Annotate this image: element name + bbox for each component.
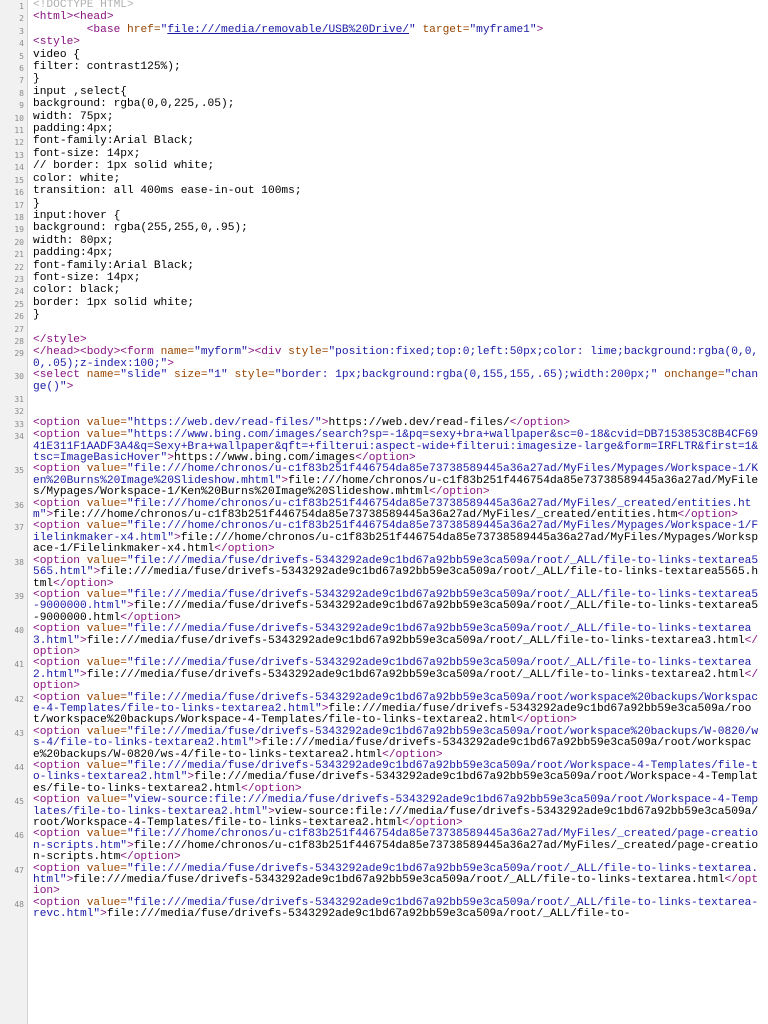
- code-token: <base: [86, 23, 128, 36]
- source-line: [0, 112, 768, 124]
- line-number: 39: [14, 591, 24, 601]
- code-token: input ,select{: [33, 85, 127, 98]
- code-token: padding:4px;: [33, 247, 114, 260]
- code-token: file:///home/chronos/u-c1f83b251f446754da85e73738589445a36a27ad/MyFiles/_created/page-creation-scripts.htm: [33, 839, 759, 864]
- code-token: </option>: [53, 577, 114, 590]
- source-line: [0, 393, 768, 405]
- line-code: [27, 556, 768, 590]
- line-code: [27, 99, 768, 110]
- code-token: font-size: 14px;: [33, 271, 141, 284]
- code-token: <html><head>: [33, 11, 114, 24]
- code-token: >: [174, 531, 181, 544]
- code-token: >: [187, 771, 195, 784]
- line-code: [27, 430, 768, 464]
- code-token: file:///home/chronos/u-c1f83b251f446754da85e73738589445a36a27ad/MyFiles/_created/entities.htm: [53, 509, 678, 522]
- code-token: <option: [33, 588, 87, 601]
- source-line: [0, 521, 768, 555]
- code-token: >: [93, 566, 101, 579]
- line-code: [27, 199, 768, 210]
- code-token: file:///media/fuse/drivefs-5343292ade9c1bd67a92bb59e3ca509a/root/_ALL/file-to-links-textarea2.html: [86, 668, 745, 681]
- code-token: value=: [86, 896, 128, 909]
- line-code: [27, 347, 768, 370]
- code-token: <select: [33, 369, 87, 382]
- code-token: color: white;: [33, 172, 121, 185]
- code-token: https://web.dev/read-files/: [328, 416, 510, 429]
- code-token: </option>: [516, 714, 577, 727]
- line-number: 3: [19, 26, 24, 36]
- code-token: >: [80, 668, 87, 681]
- code-token: </option>: [677, 509, 738, 522]
- line-number: 38: [14, 557, 24, 567]
- code-token: "file:///media/fuse/drivefs-5343292ade9c1bd67a92bb59e3ca509a/root/_ALL/file-to-links-textarea-revc.html": [33, 896, 759, 921]
- code-token: ><div: [247, 346, 289, 359]
- source-line: [0, 370, 768, 393]
- code-token: </style>: [33, 333, 87, 346]
- line-code: [27, 370, 768, 393]
- code-token: value=: [86, 416, 128, 429]
- line-code: [27, 393, 768, 404]
- code-token: file:///media/fuse/drivefs-5343292ade9c1bd67a92bb59e3ca509a/root/_ALL/file-to-links-textarea.html: [73, 874, 725, 887]
- line-code: [27, 521, 768, 555]
- code-token: transition: all 400ms ease-in-out 100ms;: [33, 185, 302, 198]
- code-token: file:///media/fuse/drivefs-5343292ade9c1bd67a92bb59e3ca509a/root/_ALL/file-to-: [106, 908, 631, 921]
- line-number: 18: [14, 212, 24, 222]
- code-token: color: black;: [33, 284, 121, 297]
- line-number: 47: [14, 865, 24, 875]
- line-number: 5: [19, 51, 24, 61]
- code-token: "file:///media/fuse/drivefs-5343292ade9c1bd67a92bb59e3ca509a/root/_ALL/file-to-links-textarea.html": [33, 862, 759, 887]
- line-code: [27, 405, 768, 416]
- code-token: <option: [33, 497, 87, 510]
- code-token: }: [33, 197, 40, 210]
- code-token: </option>: [33, 634, 759, 658]
- code-token: name=: [86, 369, 121, 382]
- code-token: </option>: [120, 851, 181, 864]
- code-token: view-source:file:///media/fuse/drivefs-5343292ade9c1bd67a92bb59e3ca509a/root/Workspace-4-Templates/file-to-links-textarea2.html: [33, 805, 759, 830]
- line-number: 24: [14, 287, 24, 297]
- code-token: </option>: [241, 782, 302, 795]
- code-token: >: [167, 357, 174, 370]
- code-token: value=: [86, 760, 128, 772]
- line-code: [27, 261, 768, 272]
- code-token: font-family:Arial Black;: [33, 135, 195, 148]
- code-token: <option: [33, 554, 87, 567]
- line-code: [27, 898, 768, 921]
- line-number: 1: [19, 2, 24, 11]
- line-code: [27, 0, 768, 11]
- source-line: [0, 898, 768, 921]
- source-line: [0, 761, 768, 795]
- code-token: input:hover {: [33, 209, 121, 222]
- code-token: >: [167, 452, 174, 465]
- line-number: 10: [14, 113, 24, 123]
- code-token: file:///media/fuse/drivefs-5343292ade9c1bd67a92bb59e3ca509a/root/Workspace-4-Templates/file-to-links-textarea2.html: [33, 771, 759, 795]
- line-code: [27, 223, 768, 234]
- code-token: font-size: 14px;: [33, 147, 141, 160]
- line-code: [27, 124, 768, 135]
- line-number: 33: [14, 419, 24, 429]
- code-token: filter: contrast125%);: [33, 61, 181, 74]
- code-token: file:///media/fuse/drivefs-5343292ade9c1bd67a92bb59e3ca509a/root/workspace%20backups/W-0820/ws-4/file-to-links-textarea2.html: [33, 737, 752, 761]
- line-code: [27, 499, 768, 522]
- code-token: </head><body><form: [33, 346, 161, 359]
- source-line: [0, 223, 768, 235]
- line-number: 2: [19, 14, 24, 24]
- code-token: value=: [86, 794, 128, 807]
- code-token: width: 75px;: [33, 110, 114, 123]
- code-token: <option: [33, 463, 87, 476]
- code-token: width: 80px;: [33, 234, 114, 247]
- code-token: "myframe1": [469, 23, 537, 36]
- code-token: >: [66, 874, 74, 887]
- line-number: 35: [14, 466, 24, 476]
- code-token: "position:fixed;top:0;left:50px;color: lime;background:rgba(0,0,0,.05);z-index:100;": [33, 346, 759, 370]
- code-token: value=: [86, 520, 128, 533]
- line-number: 26: [14, 312, 24, 322]
- code-token: value=: [86, 862, 128, 875]
- line-number: 22: [14, 262, 24, 272]
- line-number: 28: [14, 336, 24, 346]
- code-token: >: [536, 23, 544, 36]
- source-line: [0, 99, 768, 111]
- code-token: "https://web.dev/read-files/": [127, 416, 322, 429]
- code-token: "file:///media/fuse/drivefs-5343292ade9c1bd67a92bb59e3ca509a/root/_ALL/file-to-links-textarea3.html": [33, 623, 752, 647]
- line-number: 11: [14, 126, 24, 136]
- source-line: [0, 310, 768, 322]
- code-token: "change()": [33, 369, 759, 393]
- code-token: "file:///home/chronos/u-c1f83b251f446754da85e73738589445a36a27ad/MyFiles/Mypages/Workspace-1/Ken%20Burns%20Image%20Slideshow.mhtml": [33, 463, 759, 487]
- code-token: <option: [33, 896, 87, 909]
- code-token: <option: [33, 520, 87, 533]
- line-code: [27, 112, 768, 123]
- code-token: file:///media/fuse/drivefs-5343292ade9c1bd67a92bb59e3ca509a/root/workspace%20backups/Workspace-4-Templates/file-to-links-textarea2.html: [33, 702, 752, 727]
- line-number: 14: [14, 163, 24, 173]
- line-code: [27, 829, 768, 863]
- code-token: <style>: [33, 36, 80, 49]
- line-code: [27, 211, 768, 222]
- line-code: [27, 37, 768, 48]
- source-line: [0, 62, 768, 74]
- code-token: href=: [127, 23, 161, 36]
- source-line: [0, 499, 768, 522]
- line-code: [27, 248, 768, 259]
- line-number: 6: [19, 64, 24, 74]
- line-code: [27, 62, 768, 73]
- line-code: [27, 273, 768, 284]
- code-token: <option: [33, 862, 87, 875]
- code-token: <option: [33, 760, 87, 772]
- code-token: >: [321, 416, 329, 429]
- code-token: "border: 1px;background:rgba(0,155,155,.65);width:200px;": [274, 369, 658, 382]
- code-token: </option>: [355, 452, 416, 465]
- source-line: [0, 37, 768, 49]
- code-token: "file:///media/fuse/drivefs-5343292ade9c1bd67a92bb59e3ca509a/root/_ALL/file-to-links-textarea5-9000000.html": [33, 588, 759, 613]
- code-token: target=: [415, 23, 470, 36]
- code-token: "slide": [120, 369, 168, 382]
- line-code: [27, 298, 768, 309]
- code-token: style=: [288, 346, 329, 359]
- code-token: value=: [86, 828, 128, 841]
- code-token: // border: 1px solid white;: [33, 160, 215, 173]
- line-number: 27: [14, 324, 24, 334]
- code-token: </option>: [402, 817, 463, 830]
- code-token: "file:///media/fuse/drivefs-5343292ade9c1bd67a92bb59e3ca509a/root/Workspace-4-Templates/file-to-links-textarea2.html": [33, 760, 759, 784]
- line-number: 45: [14, 797, 24, 807]
- code-token: value=: [86, 497, 128, 510]
- code-token: "https://www.bing.com/images/search?sp=-1&pq=sexy+bra+wallpaper&sc=0-18&cvid=DB7153853C8B4CF6941E311F1AADF3A4&q=Sexy+Bra+wallpaper&qft=+filterui:aspect-wide+filterui:imagesize-large&form=IRFLTR&first=1&tsc=ImageBasicHover": [33, 429, 759, 465]
- code-token: value=: [86, 429, 128, 442]
- line-code: [27, 335, 768, 346]
- line-code: [27, 174, 768, 185]
- source-line: [0, 727, 768, 761]
- code-token: >: [100, 908, 107, 921]
- line-code: [27, 236, 768, 247]
- line-number: 40: [14, 626, 24, 636]
- code-token: value=: [86, 725, 128, 738]
- line-code: [27, 50, 768, 61]
- line-code: [27, 795, 768, 829]
- code-token: "1": [207, 369, 228, 382]
- code-token: >: [66, 380, 74, 393]
- code-token: ": [409, 23, 416, 36]
- code-token: value=: [86, 588, 128, 601]
- line-code: [27, 323, 768, 334]
- code-token: <!DOCTYPE HTML>: [33, 0, 134, 11]
- code-token: <option: [33, 657, 87, 670]
- line-code: [27, 161, 768, 172]
- code-token: file:///media/fuse/drivefs-5343292ade9c1bd67a92bb59e3ca509a/root/_ALL/file-to-links-textarea3.html: [86, 634, 745, 647]
- code-token: value=: [86, 691, 128, 704]
- line-number: 34: [14, 432, 24, 442]
- source-line: [0, 864, 768, 898]
- line-code: [27, 727, 768, 761]
- code-token: https://www.bing.com/images: [174, 452, 356, 465]
- source-line: [0, 464, 768, 498]
- line-code: [27, 186, 768, 197]
- line-number: 25: [14, 299, 24, 309]
- code-token: </option>: [429, 486, 490, 499]
- source-line: [0, 25, 768, 37]
- line-number: 43: [14, 728, 24, 738]
- code-token: >: [321, 702, 329, 715]
- code-token: <option: [33, 416, 87, 429]
- code-token: "view-source:file:///media/fuse/drivefs-5343292ade9c1bd67a92bb59e3ca509a/root/Workspace-4-Templates/file-to-links-textarea2.html": [33, 794, 759, 818]
- line-number: 12: [14, 138, 24, 148]
- line-code: [27, 285, 768, 296]
- code-token: video {: [33, 48, 80, 61]
- line-code: [27, 418, 768, 429]
- code-token: value=: [86, 623, 128, 636]
- code-token: >: [80, 634, 87, 647]
- code-token: "file:///home/chronos/u-c1f83b251f446754da85e73738589445a36a27ad/MyFiles/_created/page-creation-scripts.htm": [33, 828, 759, 852]
- code-token: "file:///media/fuse/drivefs-5343292ade9c1bd67a92bb59e3ca509a/root/workspace%20backups/W-0820/ws-4/file-to-links-textarea2.html": [33, 725, 759, 750]
- source-line: [0, 795, 768, 829]
- line-number: 7: [19, 76, 24, 86]
- code-token: style=: [227, 369, 275, 382]
- code-token: padding:4px;: [33, 123, 114, 136]
- code-token: >: [281, 474, 289, 487]
- line-number: 48: [14, 899, 24, 909]
- code-token: </option>: [120, 611, 181, 624]
- line-code: [27, 136, 768, 147]
- line-number: 8: [19, 88, 24, 98]
- line-number: 41: [14, 660, 24, 670]
- source-line: [0, 323, 768, 335]
- source-line: [0, 829, 768, 863]
- line-number: 30: [14, 372, 24, 382]
- source-line: [0, 236, 768, 248]
- code-token: </option>: [382, 748, 443, 761]
- code-token: <option: [33, 828, 87, 841]
- line-code: [27, 864, 768, 898]
- line-number: 17: [14, 200, 24, 210]
- line-number: 16: [14, 188, 24, 198]
- line-number: 37: [14, 523, 24, 533]
- line-number: 20: [14, 237, 24, 247]
- code-token: <option: [33, 623, 87, 636]
- code-token: "file:///media/fuse/drivefs-5343292ade9c1bd67a92bb59e3ca509a/root/workspace%20backups/Workspace-4-Templates/file-to-links-textarea2.html": [33, 691, 759, 715]
- code-token: name=: [160, 346, 195, 359]
- code-token: background: rgba(0,0,225,.05);: [33, 98, 235, 111]
- line-code: [27, 590, 768, 624]
- code-token: >: [254, 737, 262, 750]
- code-token: "file:///media/fuse/drivefs-5343292ade9c1bd67a92bb59e3ca509a/root/_ALL/file-to-links-textarea5565.html": [33, 554, 759, 579]
- code-token: file:///home/chronos/u-c1f83b251f446754da85e73738589445a36a27ad/MyFiles/Mypages/Workspace-1/Filelinkmaker-x4.html: [33, 531, 759, 556]
- source-line: [0, 430, 768, 464]
- code-token: file:///media/fuse/drivefs-5343292ade9c1bd67a92bb59e3ca509a/root/_ALL/file-to-links-textarea5-9000000.html: [33, 600, 759, 624]
- code-token: <option: [33, 725, 87, 738]
- line-number: 21: [14, 250, 24, 260]
- code-token: value=: [86, 657, 128, 670]
- code-token: font-family:Arial Black;: [33, 259, 195, 272]
- code-token: value=: [86, 463, 128, 476]
- source-line: [0, 693, 768, 727]
- line-code: [27, 624, 768, 658]
- code-token: >: [267, 805, 275, 818]
- line-number: 32: [14, 407, 24, 417]
- line-code: [27, 87, 768, 98]
- code-token: <option: [33, 691, 87, 704]
- line-number: 46: [14, 831, 24, 841]
- source-line: [0, 298, 768, 310]
- code-token: file:///home/chronos/u-c1f83b251f446754da85e73738589445a36a27ad/MyFiles/Mypages/Workspace-1/Ken%20Burns%20Image%20Slideshow.mhtml: [33, 474, 759, 499]
- code-token: border: 1px solid white;: [33, 296, 195, 309]
- line-code: [27, 693, 768, 727]
- source-link[interactable]: file:///media/removable/USB%20Drive/: [167, 23, 410, 36]
- line-number: 13: [14, 150, 24, 160]
- code-token: }: [33, 73, 40, 86]
- code-token: background: rgba(255,255,0,.95);: [33, 222, 248, 235]
- source-line: [0, 186, 768, 198]
- code-token: onchange=: [657, 369, 725, 382]
- line-number: 44: [14, 763, 24, 772]
- code-token: }: [33, 309, 40, 322]
- line-code: [27, 658, 768, 692]
- code-token: </option>: [33, 668, 759, 693]
- source-line: [0, 624, 768, 658]
- code-token: "myform": [194, 346, 248, 359]
- code-token: ": [160, 23, 168, 36]
- line-code: [27, 761, 768, 795]
- line-number: 42: [14, 694, 24, 704]
- line-code: [27, 25, 768, 36]
- line-number: 29: [14, 349, 24, 359]
- line-number: 19: [14, 225, 24, 235]
- code-token: [33, 24, 87, 36]
- line-number: 9: [19, 101, 24, 111]
- line-number: 15: [14, 175, 24, 185]
- line-code: [27, 310, 768, 321]
- source-line: [0, 658, 768, 692]
- code-token: >: [127, 839, 134, 852]
- line-number: 36: [14, 500, 24, 510]
- code-token: "file:///home/chronos/u-c1f83b251f446754da85e73738589445a36a27ad/MyFiles/Mypages/Workspace-1/Filelinkmaker-x4.html": [33, 520, 759, 544]
- source-line: [0, 0, 768, 12]
- code-token: </option>: [33, 874, 759, 898]
- code-token: "file:///media/fuse/drivefs-5343292ade9c1bd67a92bb59e3ca509a/root/_ALL/file-to-links-textarea2.html": [33, 657, 752, 681]
- line-number: 23: [14, 274, 24, 284]
- code-token: "file:///home/chronos/u-c1f83b251f446754da85e73738589445a36a27ad/MyFiles/_created/entities.htm": [33, 497, 752, 522]
- code-token: value=: [86, 554, 128, 567]
- line-code: [27, 464, 768, 498]
- line-number: 4: [19, 39, 24, 49]
- line-code: [27, 74, 768, 85]
- source-line: [0, 556, 768, 590]
- line-number: 31: [14, 395, 24, 404]
- code-token: </option>: [214, 543, 275, 556]
- code-token: </option>: [509, 416, 571, 429]
- code-token: <option: [33, 794, 87, 807]
- line-code: [27, 12, 768, 23]
- code-token: >: [46, 509, 54, 522]
- source-line: [0, 590, 768, 624]
- code-token: >: [127, 600, 134, 613]
- source-line: [0, 347, 768, 370]
- code-token: size=: [167, 369, 208, 382]
- code-token: file:///media/fuse/drivefs-5343292ade9c1bd67a92bb59e3ca509a/root/_ALL/file-to-links-textarea5565.html: [33, 566, 759, 590]
- line-code: [27, 149, 768, 160]
- code-token: <option: [33, 429, 87, 442]
